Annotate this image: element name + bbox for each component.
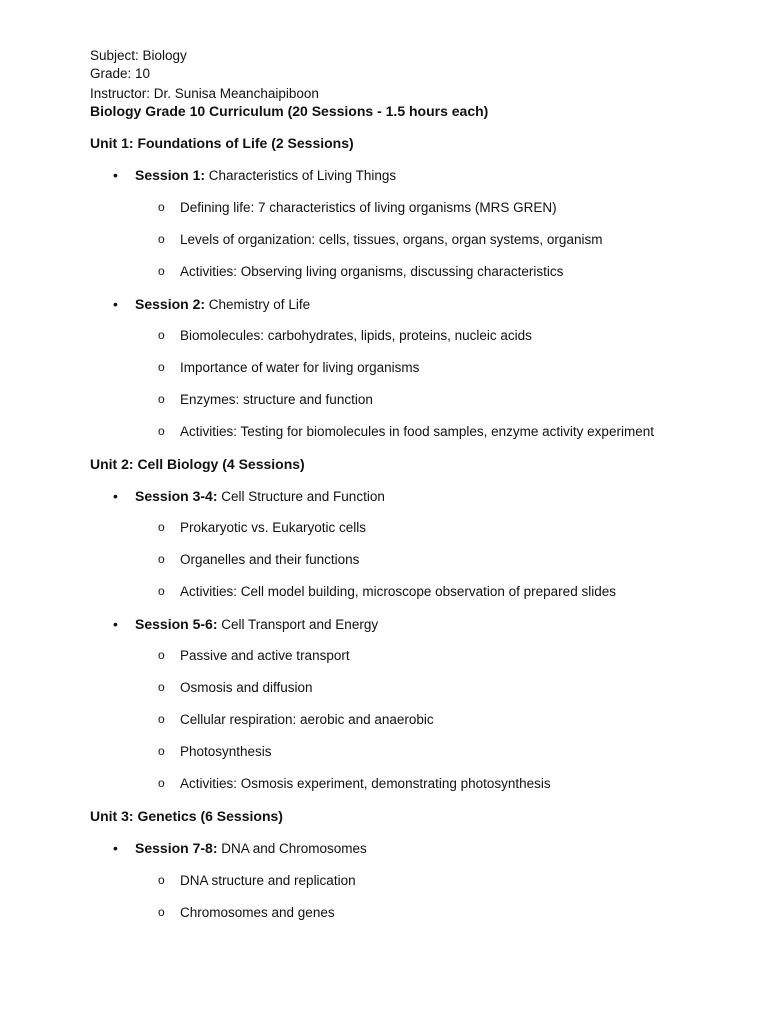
list-item-text: Prokaryotic vs. Eukaryotic cells <box>180 520 367 535</box>
sub-bullet-icon: o <box>158 424 165 438</box>
sub-bullet-icon: o <box>158 905 165 919</box>
unit-heading: Unit 2: Cell Biology (4 Sessions) <box>90 456 305 472</box>
sub-bullet-icon: o <box>158 264 165 278</box>
sub-bullet-icon: o <box>158 520 165 534</box>
sub-bullet-icon: o <box>158 360 165 374</box>
grade-line: Grade: 10 <box>90 66 151 81</box>
session-label: Session 1: <box>135 167 206 183</box>
sub-bullet-icon: o <box>158 712 165 726</box>
sub-bullet-icon: o <box>158 392 165 406</box>
session-label: Session 7-8: <box>135 840 218 856</box>
sub-bullet-icon: o <box>158 680 165 694</box>
session-title: Cell Transport and Energy <box>221 617 379 632</box>
session-label: Session 3-4: <box>135 488 218 504</box>
sub-bullet-icon: o <box>158 584 165 598</box>
sub-bullet-icon: o <box>158 552 165 566</box>
session-title: Chemistry of Life <box>208 297 311 312</box>
unit-heading: Unit 3: Genetics (6 Sessions) <box>90 808 283 824</box>
list-item-text: Cellular respiration: aerobic and anaerobic <box>180 712 434 727</box>
list-item-text: Photosynthesis <box>180 744 272 759</box>
list-item-text: Activities: Osmosis experiment, demonstrating photosynthesis <box>180 776 551 791</box>
session-title: Characteristics of Living Things <box>208 168 397 183</box>
list-item-text: Organelles and their functions <box>180 552 360 567</box>
session-title: Cell Structure and Function <box>221 489 385 504</box>
instructor-line: Instructor: Dr. Sunisa Meanchaipiboon <box>90 86 319 101</box>
bullet-icon: • <box>113 840 118 856</box>
list-item-text: Biomolecules: carbohydrates, lipids, proteins, nucleic acids <box>180 328 532 343</box>
unit-heading: Unit 1: Foundations of Life (2 Sessions) <box>90 135 354 151</box>
list-item-text: Enzymes: structure and function <box>180 392 373 407</box>
sub-bullet-icon: o <box>158 328 165 342</box>
list-item-text: Passive and active transport <box>180 648 350 663</box>
subject-line: Subject: Biology <box>90 48 187 63</box>
list-item-text: Activities: Observing living organisms, discussing characteristics <box>180 264 564 279</box>
sub-bullet-icon: o <box>158 232 165 246</box>
list-item-text: Importance of water for living organisms <box>180 360 420 375</box>
sub-bullet-icon: o <box>158 744 165 758</box>
session-label: Session 5-6: <box>135 616 218 632</box>
bullet-icon: • <box>113 488 118 504</box>
sub-bullet-icon: o <box>158 648 165 662</box>
sub-bullet-icon: o <box>158 200 165 214</box>
session-title: DNA and Chromosomes <box>221 841 367 856</box>
bullet-icon: • <box>113 616 118 632</box>
sub-bullet-icon: o <box>158 776 165 790</box>
list-item-text: Defining life: 7 characteristics of living organisms (MRS GREN) <box>180 200 557 215</box>
list-item-text: Levels of organization: cells, tissues, organs, organ systems, organism <box>180 232 603 247</box>
list-item-text: Activities: Cell model building, microscope observation of prepared slides <box>180 584 616 599</box>
sub-bullet-icon: o <box>158 873 165 887</box>
session-label: Session 2: <box>135 296 206 312</box>
bullet-icon: • <box>113 296 118 312</box>
list-item-text: Osmosis and diffusion <box>180 680 313 695</box>
document-title: Biology Grade 10 Curriculum (20 Sessions - 1.5 hours each) <box>90 103 489 119</box>
list-item-text: Activities: Testing for biomolecules in food samples, enzyme activity experiment <box>180 424 654 439</box>
bullet-icon: • <box>113 167 118 183</box>
list-item-text: DNA structure and replication <box>180 873 356 888</box>
list-item-text: Chromosomes and genes <box>180 905 335 920</box>
